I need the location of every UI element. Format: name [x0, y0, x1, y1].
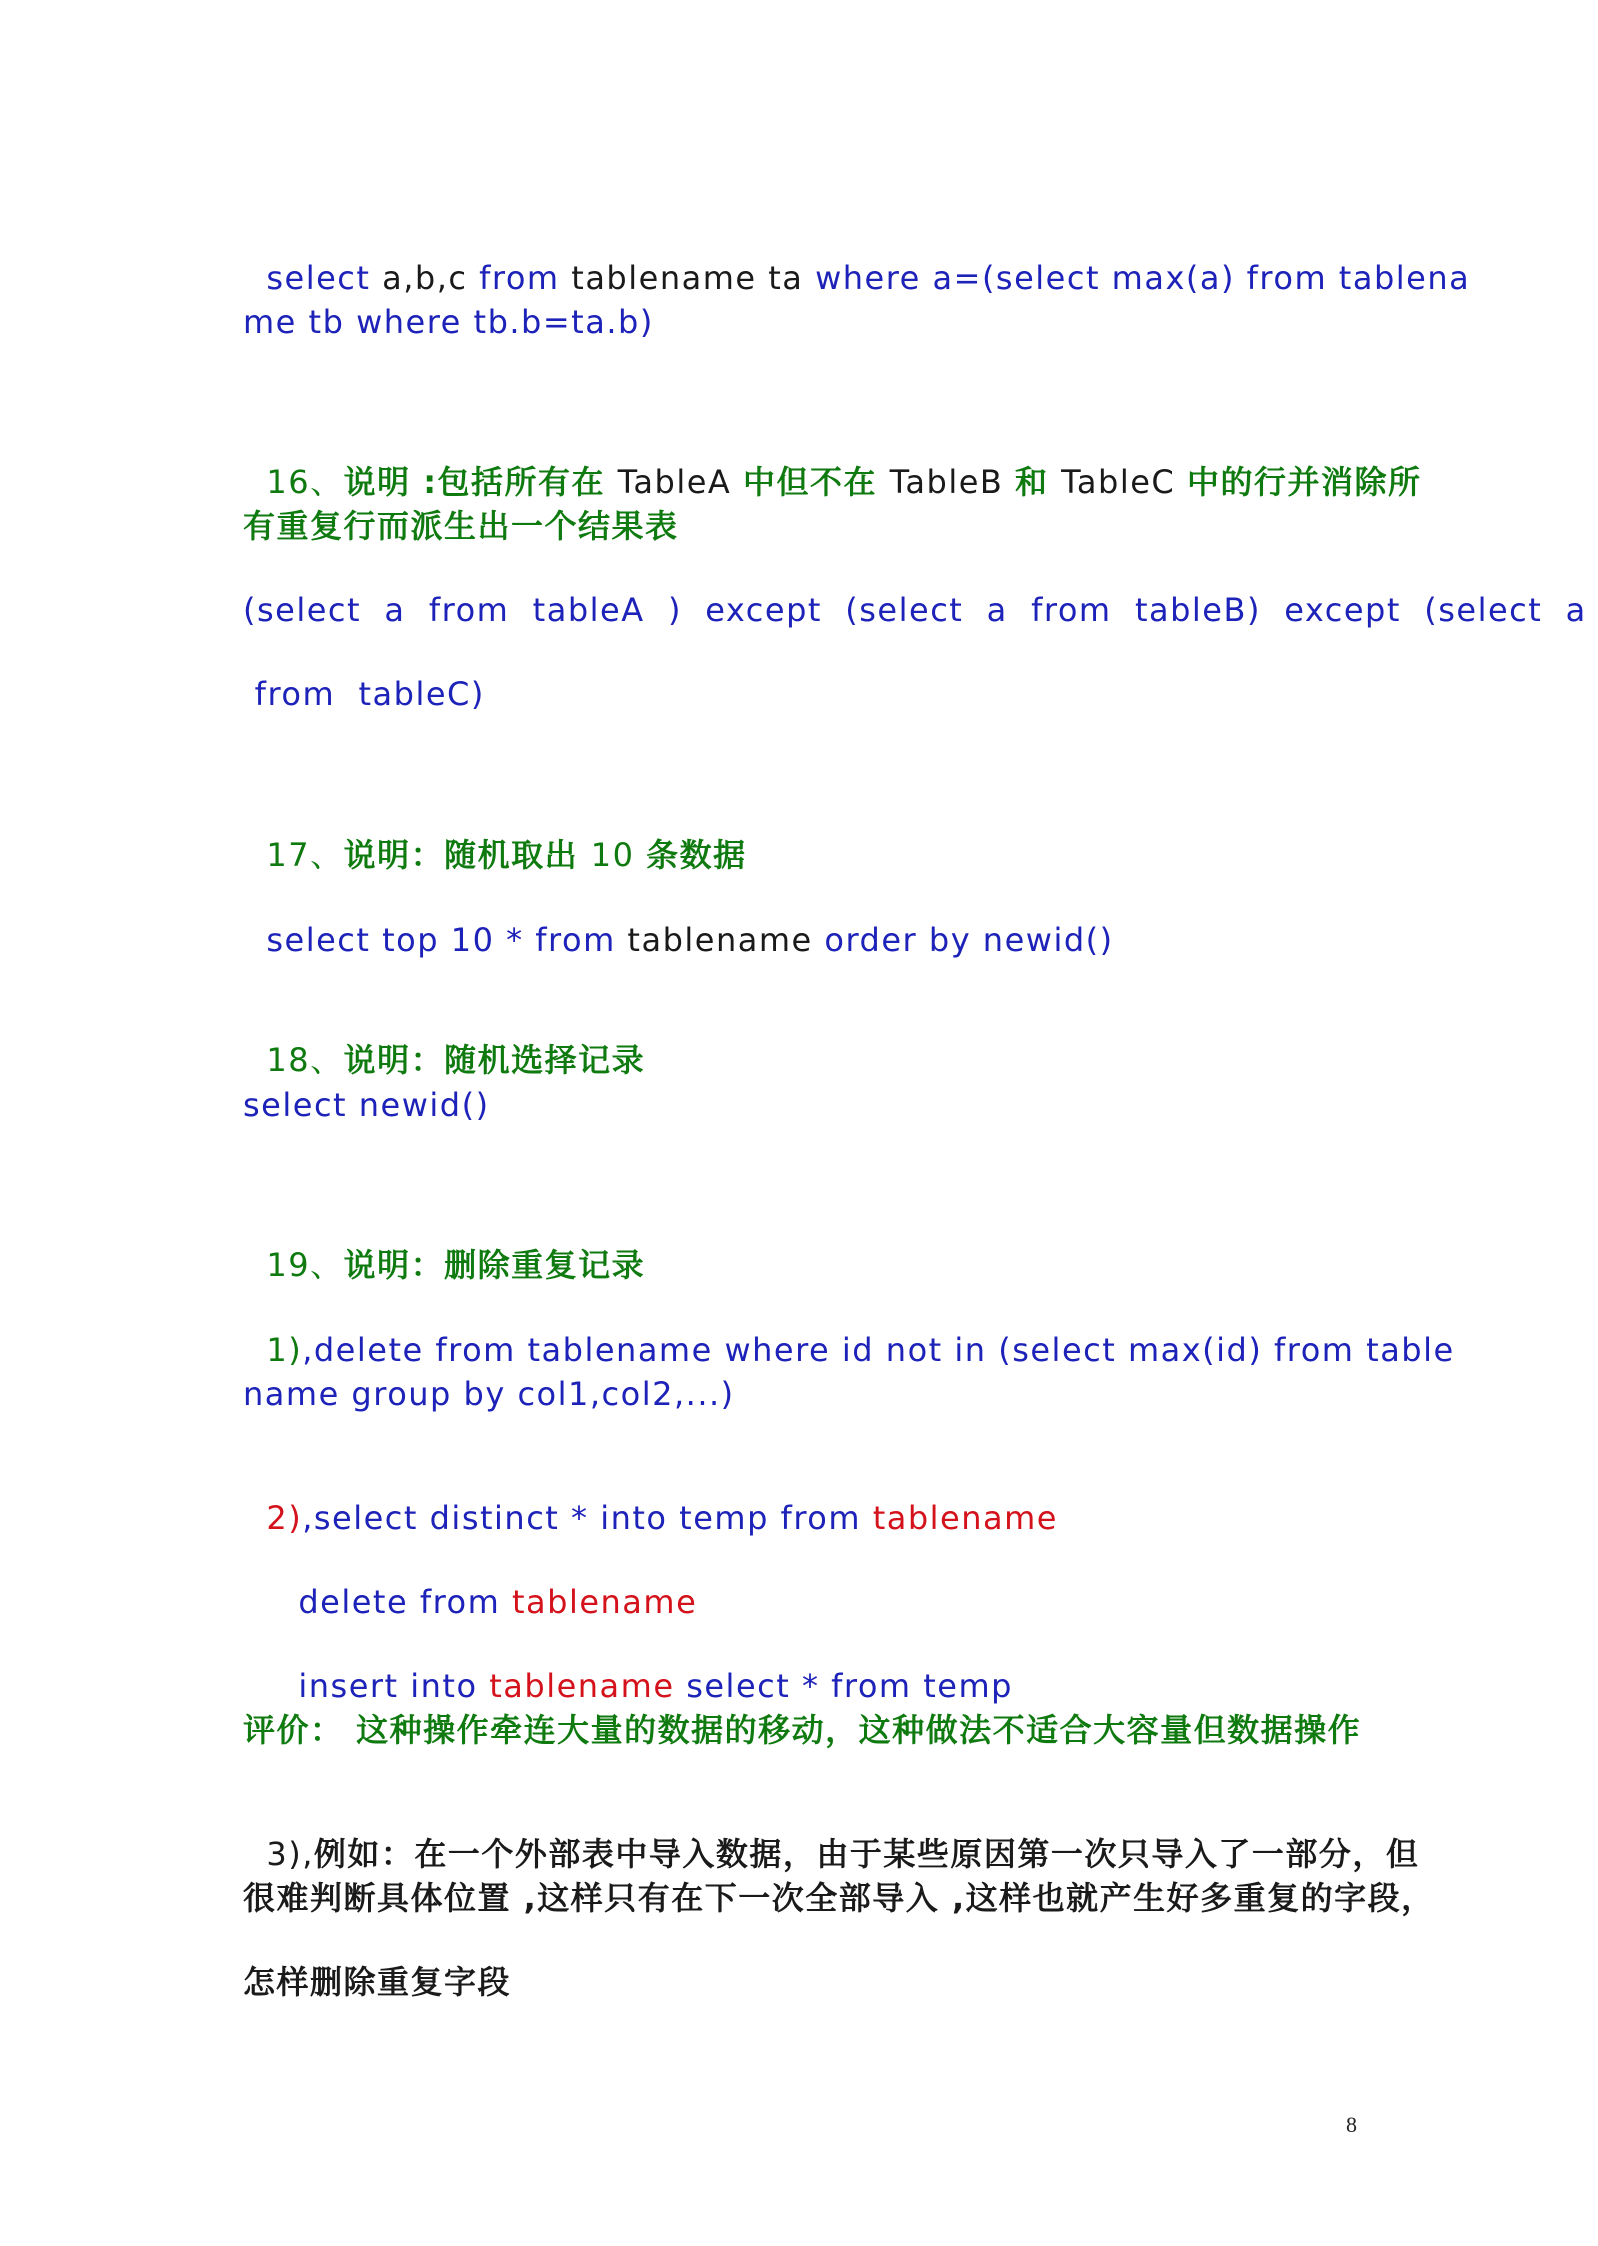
heading-16 [243, 422, 1421, 502]
table-name: tablename [489, 1667, 687, 1705]
kw-from: from [479, 259, 572, 297]
heading-text: 说明 :包括所有在 [343, 463, 618, 501]
heading-number: 16、 [266, 463, 344, 501]
table-name: tablename [511, 1583, 698, 1621]
code-part: select top 10 * from [266, 921, 628, 959]
table-a: TableA [617, 463, 743, 501]
page-number: 8 [1346, 2112, 1357, 2137]
heading-number: 19、 [266, 1246, 344, 1284]
heading-number: 17、 [266, 836, 344, 874]
example-line-3: 怎样删除重复字段 [243, 1963, 512, 2001]
code-line-except: (select a from tableA ) except (select a from tableB) except (select a [243, 591, 1587, 629]
heading-text: 条数据 [646, 836, 747, 874]
code-part: ,select distinct * into temp from [302, 1499, 873, 1537]
item-number: 3), [266, 1835, 314, 1873]
code-line-1 [243, 218, 1470, 298]
code-line-except-cont [243, 674, 485, 714]
example-line-1 [243, 1794, 1419, 1874]
heading-text: 说明：随机选择记录 [343, 1041, 646, 1079]
evaluation-note: 评价： 这种操作牵连大量的数据的移动，这种做法不适合大容量但数据操作 [243, 1711, 1362, 1749]
heading-18 [243, 1000, 645, 1080]
code-line-distinct [243, 1458, 1058, 1538]
heading-text: 和 [1015, 463, 1062, 501]
heading-19 [243, 1205, 645, 1285]
heading-text: 说明：删除重复记录 [343, 1246, 646, 1284]
heading-text: 中但不在 [742, 463, 890, 501]
kw-select: select [266, 259, 383, 297]
table-name: tablename [627, 921, 825, 959]
code-line-delete [243, 1290, 1455, 1370]
code-line-delete-from [275, 1542, 697, 1622]
code-line-top10 [243, 880, 1114, 960]
code-part: ,delete from tablename where id not in (select max(id) from table [302, 1331, 1455, 1369]
item-number: 1) [266, 1331, 303, 1369]
example-text: 例如：在一个外部表中导入数据，由于某些原因第一次只导入了一部分，但 [313, 1835, 1420, 1873]
where-clause: where a=(select max(a) from tablena [815, 259, 1471, 297]
heading-count: 10 [590, 836, 647, 874]
heading-text: 说明：随机取出 [343, 836, 591, 874]
item-number: 2) [266, 1499, 303, 1537]
code-line-delete-cont: name group by col1,col2,...) [243, 1375, 735, 1413]
table-alias: tablename ta [571, 259, 816, 297]
code-line-2: me tb where tb.b=ta.b) [243, 303, 654, 341]
example-line-2: 很难判断具体位置 ,这样只有在下一次全部导入 ,这样也就产生好多重复的字段， [243, 1879, 1435, 1917]
code-part: order by newid() [824, 921, 1114, 959]
columns: a,b,c [382, 259, 480, 297]
code-part: from tableC) [243, 675, 485, 713]
heading-16-cont: 有重复行而派生出一个结果表 [243, 507, 679, 545]
table-name: tablename [872, 1499, 1058, 1537]
code-part: delete from [298, 1583, 512, 1621]
code-part: insert into [298, 1667, 490, 1705]
code-line-newid: select newid() [243, 1086, 490, 1124]
table-b: TableB [889, 463, 1016, 501]
heading-17 [243, 795, 747, 875]
code-line-insert [275, 1626, 1013, 1706]
heading-number: 18、 [266, 1041, 344, 1079]
table-c: TableC [1061, 463, 1187, 501]
heading-text: 中的行并消除所 [1186, 463, 1422, 501]
code-part: select * from temp [686, 1667, 1013, 1705]
